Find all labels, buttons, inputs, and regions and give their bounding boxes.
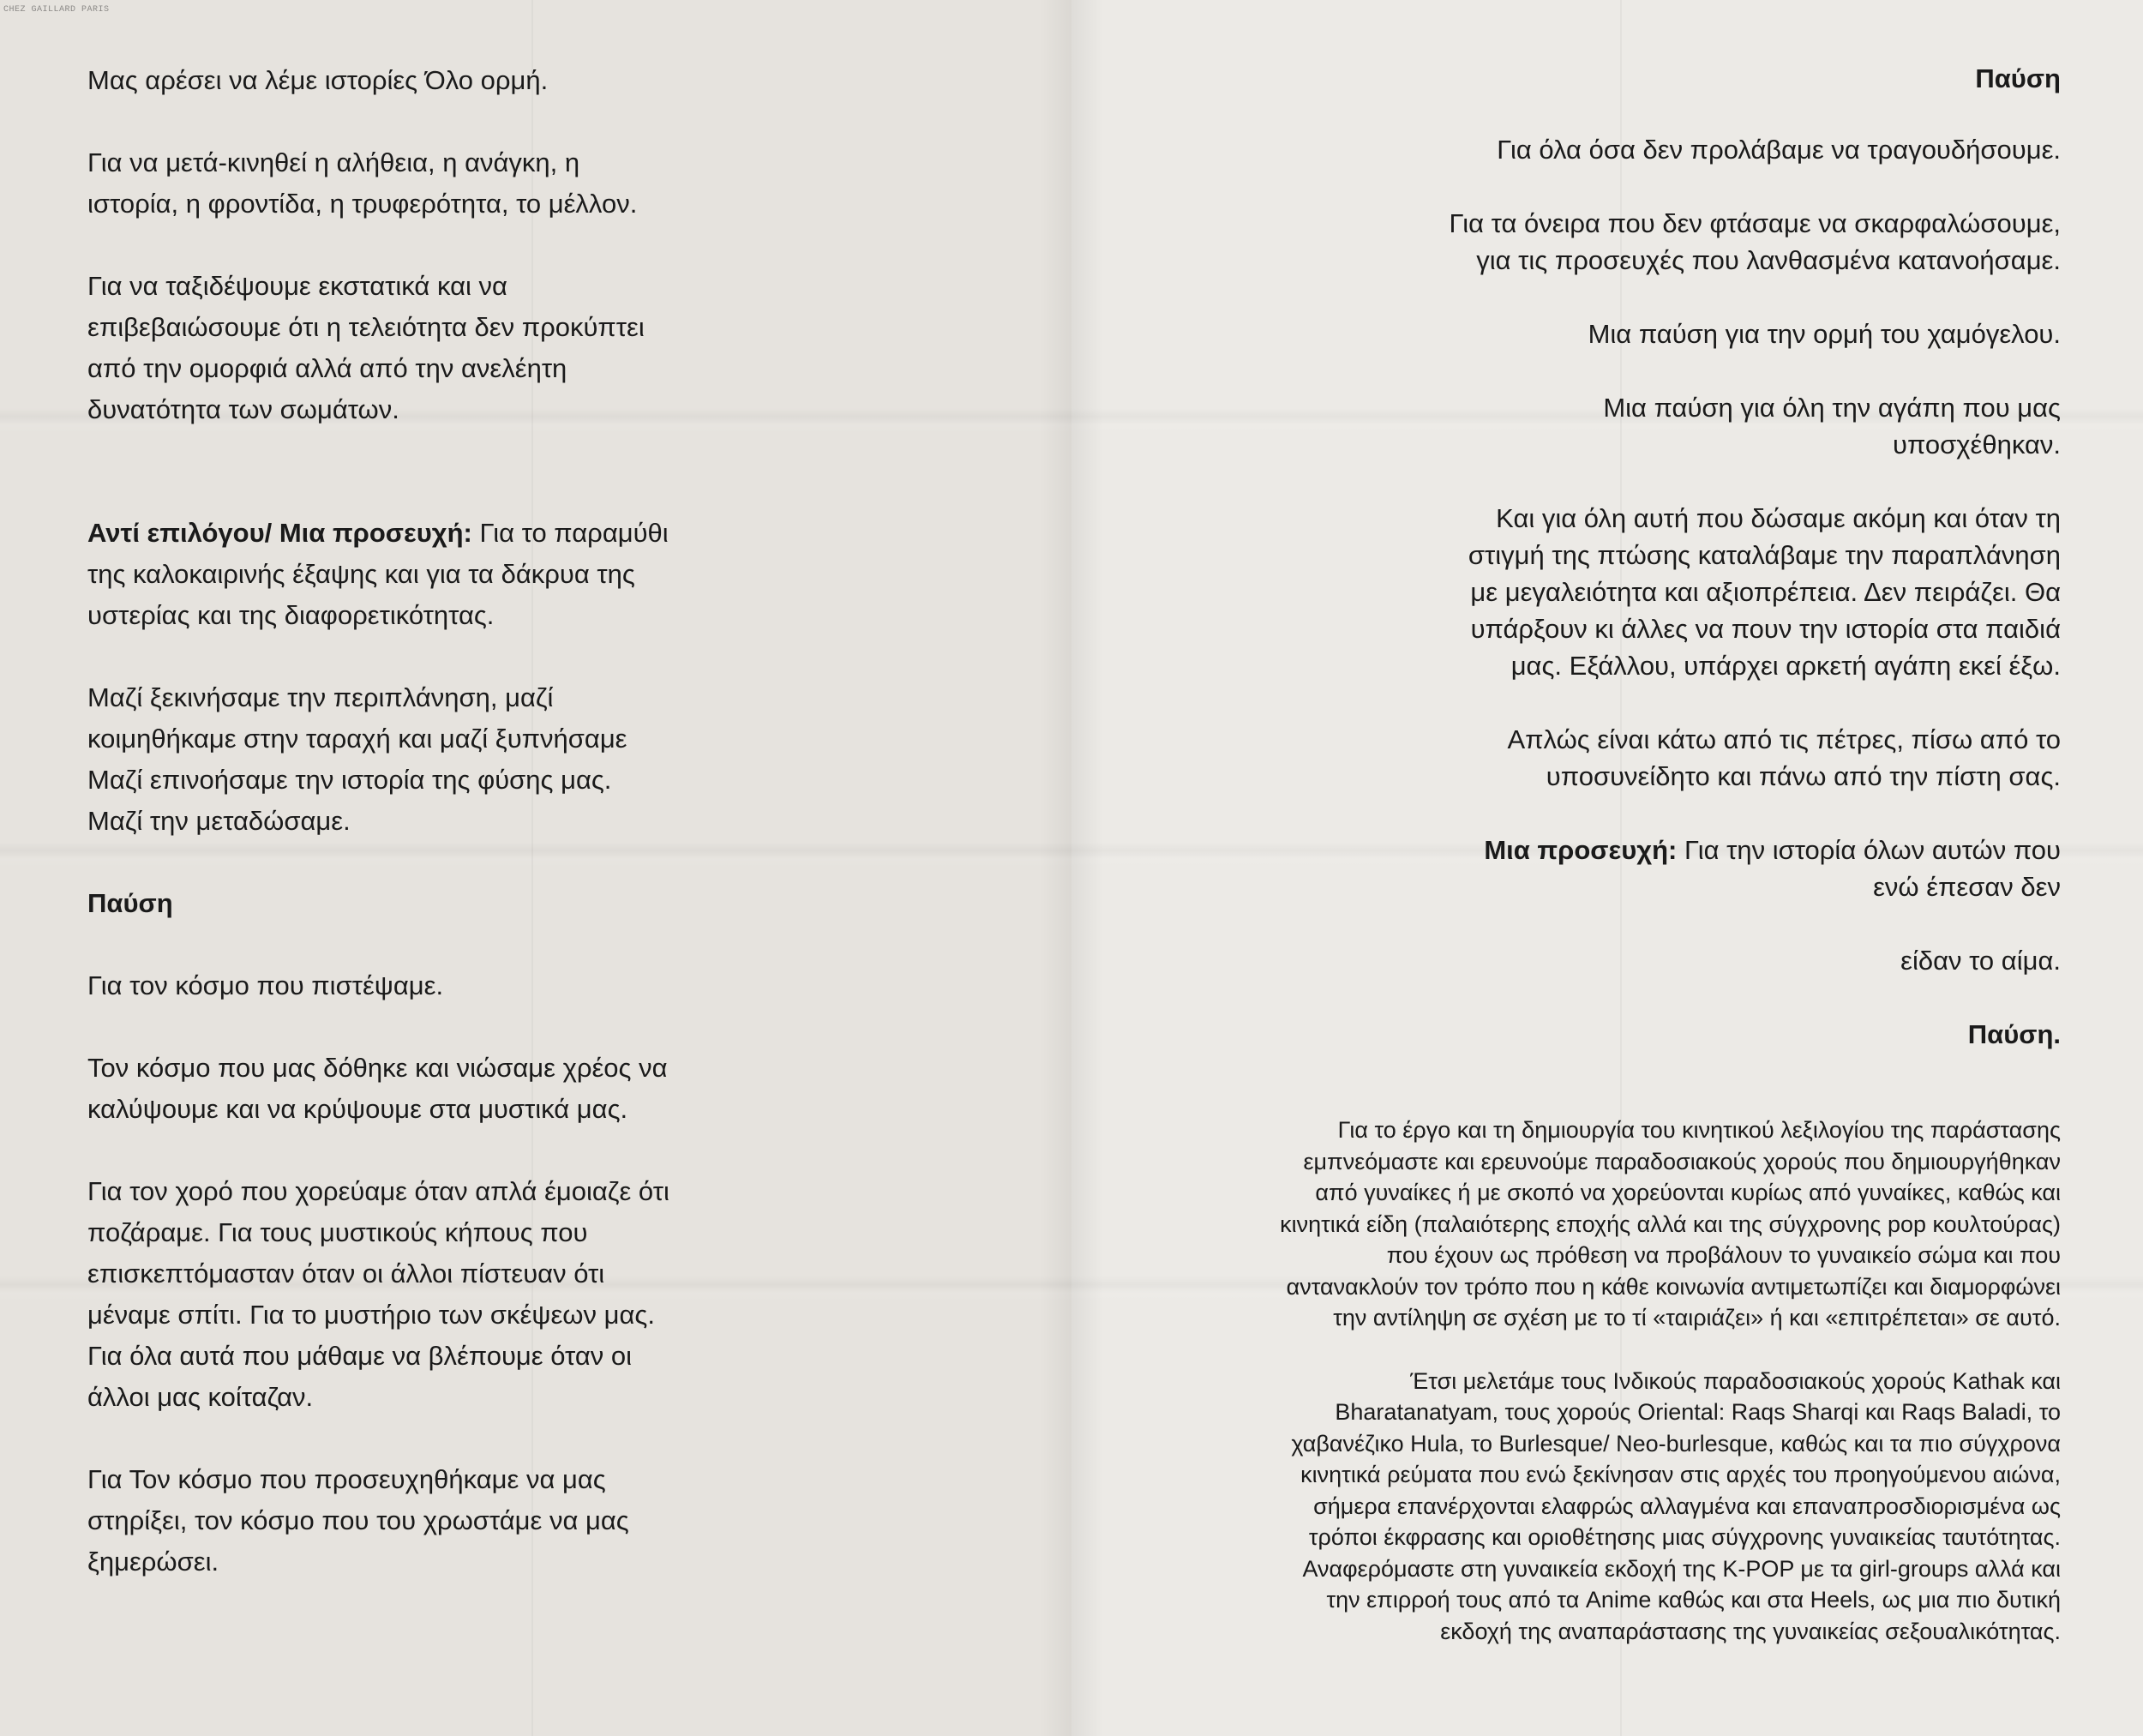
line-rest: Για την ιστορία όλων αυτών που <box>1677 835 2061 865</box>
note-paragraph <box>1204 1366 2061 1648</box>
right-page <box>1072 0 2143 1736</box>
paragraph <box>1392 721 2061 795</box>
line: Αναφερόμαστε στη γυναικεία εκδοχή της K-POP με τα girl-groups αλλά και <box>1302 1555 2061 1582</box>
stamp-text: CHEZ GAILLARD PARIS <box>3 5 110 15</box>
line: Και για όλη αυτή που δώσαμε ακόμη και όταν τη <box>1496 503 2061 533</box>
line: στιγμή της πτώσης καταλάβαμε την παραπλάνηση <box>1468 540 2061 570</box>
section-heading <box>87 883 670 924</box>
paragraph: Μαζί ξεκινήσαμε την περιπλάνηση, μαζί κοιμηθήκαμε στην ταραχή και μαζί ξυπνήσαμε Μαζί επινοήσαμε την ιστορία της φύσης μας. Μαζί την μεταδώσαμε. <box>87 682 627 836</box>
line: Για τα όνειρα που δεν φτάσαμε να σκαρφαλώσουμε, <box>1449 208 2061 238</box>
line: Απλώς είναι κάτω από τις πέτρες, πίσω από το <box>1507 724 2061 754</box>
paragraph: Για τον κόσμο που πιστέψαμε. <box>87 970 444 1000</box>
line: ενώ έπεσαν δεν <box>1873 872 2061 902</box>
line: εκδοχή της αναπαράστασης της γυναικείας σεξουαλικότητας. <box>1440 1618 2061 1644</box>
heading-text: Παύση <box>87 888 173 918</box>
paragraph: Για να μετά-κινηθεί η αλήθεια, η ανάγκη, η ιστορία, η φροντίδα, η τρυφερότητα, το μέλλον. <box>87 147 638 219</box>
note-paragraph <box>1204 1114 2061 1334</box>
paragraph: Για να ταξιδέψουμε εκστατικά και να επιβεβαιώσουμε ότι η τελειότητα δεν προκύπτει από την ομορφιά αλλά από την ανελέητη δυνατότητα των σωμάτων. <box>87 271 645 424</box>
paragraph: Τον κόσμο που μας δόθηκε και νιώσαμε χρέος να καλύψουμε και να κρύψουμε στα μυστικά μας. <box>87 1053 668 1124</box>
left-text-column <box>87 60 670 1624</box>
paragraph: Για Τον κόσμο που προσευχηθήκαμε να μας στηρίξει, τον κόσμο που του χρωστάμε να μας ξημερώσει. <box>87 1464 629 1577</box>
line: τρόποι έκφρασης και οριοθέτησης μιας σύγχρονης γυναικείας ταυτότητας. <box>1308 1524 2061 1550</box>
line: υπάρξουν κι άλλες να πουν την ιστορία στα παιδιά <box>1470 614 2061 644</box>
line: υποσυνείδητο και πάνω από την πίστη σας. <box>1546 761 2061 791</box>
paragraph-rest: Για το παραμύθι της καλοκαιρινής έξαψης και για τα δάκρυα της υστερίας και της διαφορετικότητας. <box>87 518 669 630</box>
paragraph: Για όλα όσα δεν προλάβαμε να τραγουδήσουμε. <box>1497 135 2061 165</box>
right-text-column <box>1392 60 2061 1102</box>
paragraph <box>1392 389 2061 463</box>
line: Μια παύση για όλη την αγάπη που μας <box>1603 393 2061 423</box>
line: εμπνεόμαστε και ερευνούμε παραδοσιακούς χορούς που δημιουργήθηκαν <box>1303 1148 2061 1174</box>
right-notes <box>1204 1114 2061 1679</box>
line: κινητικά ρεύματα που ενώ ξεκίνησαν στις αρχές του προηγούμενου αιώνα, <box>1300 1462 2061 1487</box>
paragraph: Μια παύση για την ορμή του χαμόγελου. <box>1588 319 2061 349</box>
paper-stamp <box>3 5 110 15</box>
line: χαβανέζικο Hula, το Burlesque/ Neo-burlesque, καθώς και τα πιο σύγχρονα <box>1291 1430 2061 1457</box>
section-heading <box>1392 60 2061 97</box>
heading-text: Παύση <box>1975 63 2061 93</box>
paragraph: είδαν το αίμα. <box>1900 946 2061 976</box>
line: σήμερα επανέρχονται ελαφρώς αλλαγμένα και επαναπροσδιορισμένα ως <box>1313 1493 2061 1519</box>
heading-text: Παύση. <box>1967 1019 2061 1049</box>
line: την επιρροή τους από τα Anime καθώς και στα Heels, ως μια πιο δυτική <box>1326 1587 2061 1613</box>
paragraph: Για τον χορό που χορεύαμε όταν απλά έμοιαζε ότι ποζάραμε. Για τους μυστικούς κήπους που επισκεπτόμασταν όταν οι άλλοι πίστευαν ότι μέναμε σπίτι. Για το μυστήριο των σκέψεων μας. Για όλα αυτά που μάθαμε να βλέπουμε όταν οι άλλοι μας κοίταζαν. <box>87 1176 669 1412</box>
paragraph: Μας αρέσει να λέμε ιστορίες Όλο ορμή. <box>87 65 549 95</box>
section-heading <box>1392 1016 2061 1053</box>
bold-lead: Μια προσευχή: <box>1484 835 1678 865</box>
line: με μεγαλειότητα και αξιοπρέπεια. Δεν πειράζει. Θα <box>1470 577 2061 607</box>
line: Έτσι μελετάμε τους Ινδικούς παραδοσιακούς χορούς Kathak και <box>1410 1367 2061 1394</box>
bold-lead: Αντί επιλόγου/ Μια προσευχή: <box>87 518 472 548</box>
line <box>1392 832 2061 868</box>
line: Για το έργο και τη δημιουργία του κινητικού λεξιλογίου της παράστασης <box>1337 1117 2061 1143</box>
line: αντανακλούν τον τρόπο που η κάθε κοινωνία αντιμετωπίζει και διαμορφώνει <box>1286 1273 2061 1300</box>
paragraph <box>1392 832 2061 905</box>
line: υποσχέθηκαν. <box>1892 429 2061 460</box>
paragraph <box>87 513 670 636</box>
line: Bharatanatyam, τους χορούς Oriental: Raqs Sharqi και Raqs Baladi, το <box>1335 1399 2061 1425</box>
line: μας. Εξάλλου, υπάρχει αρκετή αγάπη εκεί έξω. <box>1510 651 2061 681</box>
line: την αντίληψη σε σχέση με το τί «ταιριάζει» ή και «επιτρέπεται» σε αυτό. <box>1333 1305 2061 1331</box>
line: για τις προσευχές που λανθασμένα κατανοήσαμε. <box>1476 245 2061 275</box>
line: κινητικά είδη (παλαιότερης εποχής αλλά και της σύγχρονης pop κουλτούρας) <box>1280 1210 2061 1237</box>
paragraph <box>1392 205 2061 279</box>
line: που έχουν ως πρόθεση να προβάλουν το γυναικείο σώμα και που <box>1386 1242 2061 1268</box>
line: από γυναίκες ή με σκοπό να χορεύονται κυρίως από γυναίκες, καθώς και <box>1315 1180 2061 1205</box>
paragraph <box>1392 500 2061 684</box>
